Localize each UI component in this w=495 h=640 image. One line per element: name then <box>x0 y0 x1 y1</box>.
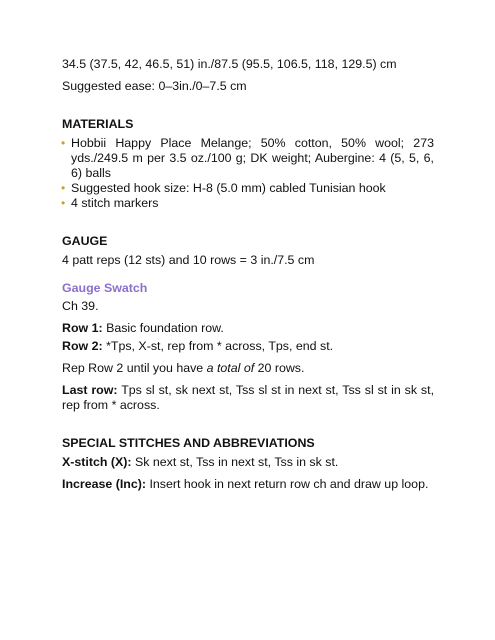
size-measurements: 34.5 (37.5, 42, 46.5, 51) in./87.5 (95.5, 106.5, 118, 129.5) cm <box>62 57 397 71</box>
repeat-text: Rep Row 2 until you have <box>62 361 207 375</box>
gauge-heading: GAUGE <box>62 234 108 248</box>
swatch-repeat <box>62 361 434 376</box>
swatch-last-row <box>62 383 434 413</box>
row-label: Row 1: <box>62 321 103 335</box>
suggested-ease: Suggested ease: 0–3in./0–7.5 cm <box>62 79 247 93</box>
x-stitch-definition <box>62 455 434 470</box>
special-stitches-heading: SPECIAL STITCHES AND ABBREVIATIONS <box>62 436 315 450</box>
swatch-row-2 <box>62 339 434 354</box>
materials-item <box>62 181 434 196</box>
row-label: Last row: <box>62 383 118 397</box>
materials-list <box>62 136 434 211</box>
swatch-chain: Ch 39. <box>62 299 99 313</box>
gauge-text: 4 patt reps (12 sts) and 10 rows = 3 in./7.5 cm <box>62 253 315 267</box>
bullet-icon: • <box>61 196 66 210</box>
term-label: X-stitch (X): <box>62 455 132 469</box>
row-text: Basic foundation row. <box>102 321 224 335</box>
pattern-page <box>62 57 434 499</box>
row-label: Row 2: <box>62 339 103 353</box>
bullet-icon: • <box>61 181 66 195</box>
increase-definition <box>62 477 434 492</box>
materials-item-text: Hobbii Happy Place Melange; 50% cotton, 50% wool; 273 yds./249.5 m per 3.5 oz./100 g; DK weight; Aubergine: 4 (5, 5, 6, 6) balls <box>71 136 434 180</box>
row-text: *Tps, X-st, rep from * across, Tps, end st. <box>102 339 334 353</box>
repeat-emphasis: a total of <box>206 361 255 375</box>
term-text: Sk next st, Tss in next st, Tss in sk st. <box>131 455 339 469</box>
repeat-text-end: 20 rows. <box>254 361 305 375</box>
bullet-icon: • <box>61 136 66 150</box>
materials-item-text: 4 stitch markers <box>71 196 159 210</box>
materials-item-text: Suggested hook size: H-8 (5.0 mm) cabled Tunisian hook <box>71 181 386 195</box>
swatch-row-1 <box>62 321 434 336</box>
materials-heading: MATERIALS <box>62 117 134 131</box>
term-text: Insert hook in next return row ch and draw up loop. <box>146 477 429 491</box>
materials-item <box>62 136 434 181</box>
row-text: Tps sl st, sk next st, Tss sl st in next st, Tss sl st in sk st, rep from * across. <box>62 383 435 412</box>
term-label: Increase (Inc): <box>62 477 147 491</box>
gauge-swatch-heading: Gauge Swatch <box>62 281 148 295</box>
materials-item <box>62 196 434 211</box>
